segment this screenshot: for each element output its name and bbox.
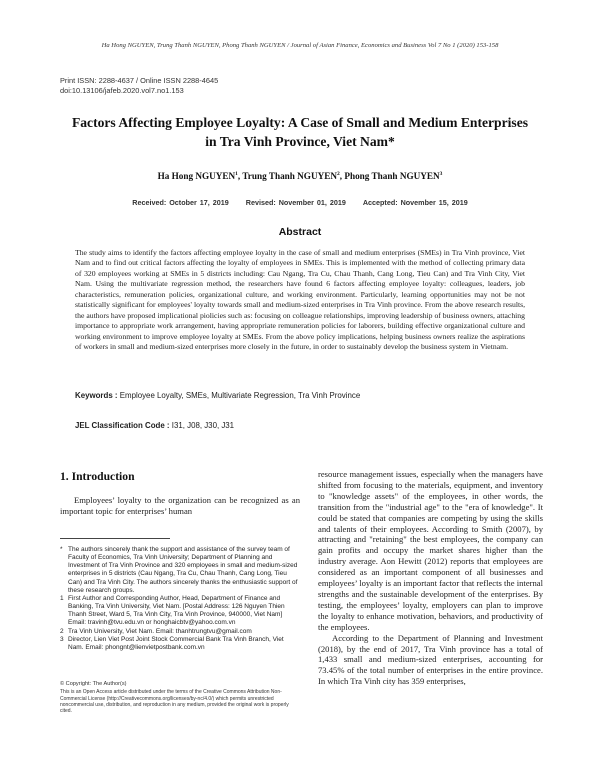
author-name: Phong Thanh NGUYEN (344, 171, 440, 182)
left-column (60, 470, 300, 518)
author-affiliation-mark: 3 (439, 171, 443, 177)
footnote (60, 546, 300, 595)
copyright-line: © Copyright: The Author(s) (60, 681, 127, 687)
footnote-mark: 1 (60, 594, 64, 602)
footnote-text: First Author and Corresponding Author, Head, Department of Finance and Banking, Tra Vinh University, Viet Nam. [Postal Address: 126 Nguyen Thien Thanh Street, Ward 5, Tra Vinh City, Tra Vinh Province, 940000, Viet Nam] Email: travinh@tvu.edu.vn or honghaicbtv@yahoo.com.vn (68, 594, 285, 627)
author-list: Ha Hong NGUYEN$^1$, Trung Thanh NGUYEN$^2$, Phong Thanh NGUYEN$^3$ (157, 171, 443, 182)
footnote-text: The authors sincerely thank the support and assistance of the survey team of Faculty of Economics, Tra Vinh University; Department of Planning and Investment of Tra Vinh Province and 320 employees in small and medium-sized enterprises in 5 districts (Cau Ngang, Tra Cu, Chau Thanh, Cang Long, Tieu Can) and Tra Vinh City. The authors sincerely thanks the enthusiastic support of these research groups. (68, 546, 298, 594)
license-text: This is an Open Access article distributed under the terms of the Creative Commons Attribution Non-Commercial License (http://Creativecommons.org/licenses/by-nc/4.0/) which permits unrestricted noncommercial use, distribution, and reproduction in any medium, provided the original work is properly cited. (60, 689, 289, 715)
footnote (60, 636, 300, 652)
author-name: Ha Hong NGUYEN (157, 171, 236, 182)
intro-paragraph: resource management issues, especially when the managers have shifted from focusing to the materials, equipment, and inventory to "knowledge assets" of the employees, in other words, the transition from the "industrial age" to the "era of knowledge". It could be stated that companies are competing by using the skills and talents of their employees. According to Smith (2007), by attracting and "retaining" the best employees, the company can gain profits and occupy the market shares higher than the industry average. Aon Hewitt (2012) reports that employees are considered as an important component of all businesses and employees’ loyalty is an important factor that reflects the internal strengths and the sustainable development of the enterprises. By testing, the employees’ loyalty, employers can plan to improve the loyalty to enhance motivation, behaviors, and productivity of the employees. (318, 469, 543, 632)
abstract-heading: Abstract (278, 226, 322, 238)
revised-date: Revised: November 01, 2019 (245, 198, 346, 207)
author-affiliation-mark: 2 (337, 171, 340, 177)
footnote-mark: 3 (60, 635, 64, 643)
footnote-mark: * (60, 546, 63, 553)
footnote-mark: 2 (60, 627, 64, 635)
right-column (318, 469, 543, 687)
issn-block (60, 76, 218, 96)
keywords-text: Employee Loyalty, SMEs, Multivariate Regression, Tra Vinh Province (119, 391, 361, 400)
submission-dates (60, 198, 540, 207)
title-line-1: Factors Affecting Employee Loyalty: A Case of Small and Medium Enterprises (71, 115, 529, 130)
running-head: Ha Hong NGUYEN, Trung Thanh NGUYEN, Phong Thanh NGUYEN / Journal of Asian Finance, Economics and Business Vol 7 No 1 (2020) 153-158 (101, 42, 499, 49)
intro-paragraph-left: Employees’ loyalty to the organization can be recognized as an important topic for enterprises’ human (60, 495, 300, 517)
keywords (75, 391, 525, 400)
footnotes (60, 546, 300, 652)
author-name: Trung Thanh NGUYEN (242, 171, 337, 182)
footnote-text: Director, Lien Viet Post Joint Stock Commercial Bank Tra Vinh Branch, Viet Nam. Email: phongnt@lienvietpostbank.com.vn (68, 635, 284, 651)
copyright-notice (60, 681, 300, 714)
footnote (60, 595, 300, 628)
received-date: Received: October 17, 2019 (132, 198, 229, 207)
jel-classification (75, 421, 525, 430)
footnote-divider (60, 538, 170, 539)
abstract-text: The study aims to identify the factors affecting employee loyalty in the case of small and medium enterprises (SMEs) in Tra Vinh province, Viet Nam and to find out critical factors affecting the loyalty of employees in SMEs. This is implemented with the method of collecting primary data of 320 employees working at SMEs in 5 districts including: Cau Ngang, Tra Cu, Chau Thanh, Cang Long, Tieu Can) and Tra Vinh City, Viet Nam. Using the multivariate regression method, the researchers have found 6 factors affecting employee loyalty: colleagues, leaders, job characteristics, remuneration policies, organizational culture, and working environment. Particularly, learning opportunities may not be not statistically significant for employees' loyalty towards small and medium-sized enterprises in Tra Vinh province. From the above research results, the authors have proposed implicational piolicies such as: focusing on colleague relationships, improving leadership of business owners, attaching importance to appropriate work arrangement, having appropriate remuneration policies for laborers, building effective organizational culture and working environment to improve employee loyalty at SMEs. From the above policy implications, helping business owners realize the aspirations of workers in small and medium-sized enterprises more closely in the future, in order to sustainably develop the business system in Vietnam. (75, 248, 525, 352)
title-line-2: in Tra Vinh Province, Viet Nam* (205, 134, 395, 149)
footnote-text: Tra Vinh University, Viet Nam. Email: thanhtrungtvu@gmail.com (68, 627, 252, 635)
section-heading-introduction: 1. Introduction (60, 470, 135, 483)
issn-line: Print ISSN: 2288-4637 / Online ISSN 2288-4645 (60, 76, 219, 85)
intro-paragraph: According to the Department of Planning and Investment (2018), by the end of 2017, Tra Vinh province has a total of 1,433 small and medium-sized enterprises, accounting for 73.45% of the total number of enterprises in the entire province. In which Tra Vinh city has 359 enterprises, (318, 632, 543, 687)
keywords-label: Keywords : (75, 391, 118, 400)
paper-title (60, 113, 540, 151)
jel-label: JEL Classification Code : (75, 421, 170, 430)
jel-codes: I31, J08, J30, J31 (171, 421, 235, 430)
accepted-date: Accepted: November 15, 2019 (362, 198, 468, 207)
author-affiliation-mark: 1 (235, 171, 238, 177)
footnote (60, 628, 300, 636)
doi-line: doi:10.13106/jafeb.2020.vol7.no1.153 (60, 86, 184, 95)
